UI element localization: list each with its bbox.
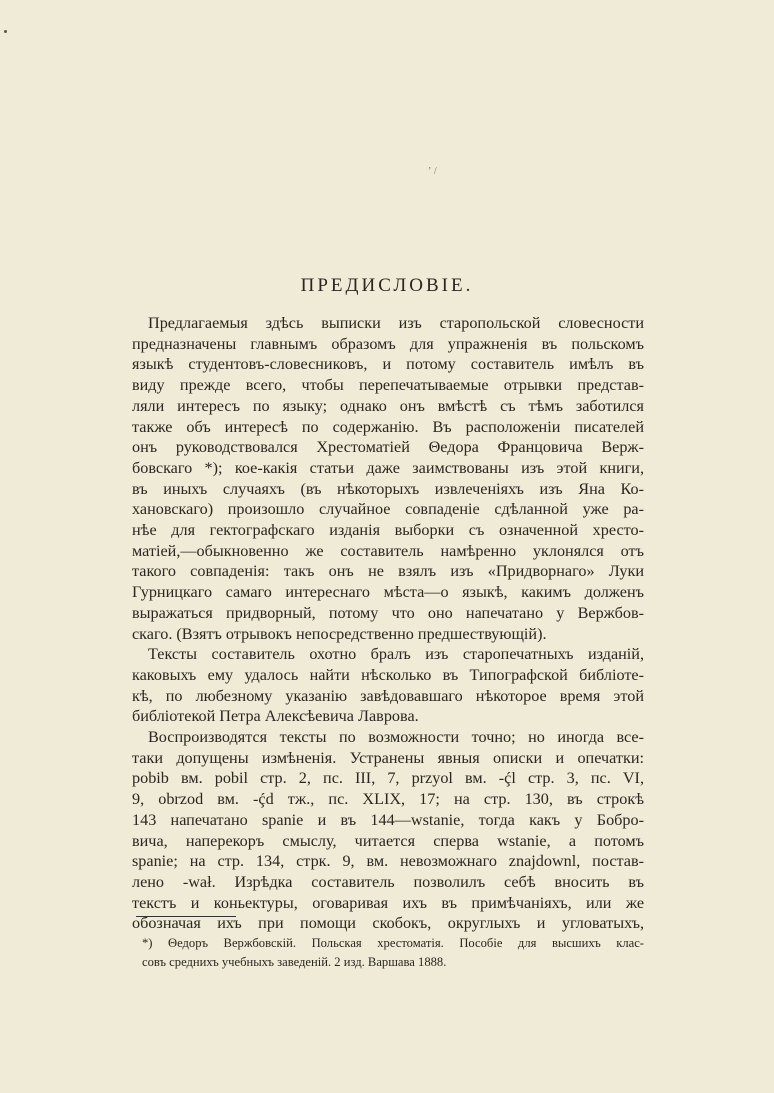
text-line: каковыхъ ему удалось найти нѣсколько въ Типографской библіоте- xyxy=(132,665,644,684)
text-line: таки допущены измѣненія. Устранены явныя описки и опечатки: xyxy=(132,748,644,767)
text-line: также объ интересѣ по содержанію. Въ расположеніи писателей xyxy=(132,417,644,436)
text-line: spanie; на стр. 134, стрк. 9, вм. невозможнаго znajdownl, постав- xyxy=(132,852,644,871)
text-line: Воспроизводятся тексты по возможности точно; но иногда все- xyxy=(148,728,644,747)
text-line: библіотекой Петра Алексѣевича Лаврова. xyxy=(132,707,419,726)
footnote xyxy=(142,934,644,972)
text-line: выражаться придворный, потому что оно напечатано у Вержбов- xyxy=(132,603,644,622)
scan-speck xyxy=(4,30,7,33)
text-line: въ иныхъ случаяхъ (въ нѣкоторыхъ извлеченіяхъ изъ Яна Ко- xyxy=(132,479,644,498)
text-line: Тексты составитель охотно бралъ изъ старопечатныхъ изданій, xyxy=(148,645,644,664)
text-line: бовскаго *); кое-какія статьи даже заимствованы изъ этой книги, xyxy=(132,458,644,477)
text-line: кѣ, по любезному указанію завѣдовавшаго нѣкоторое время этой xyxy=(132,686,644,705)
text-line: виду прежде всего, чтобы перепечатываемые отрывки представ- xyxy=(132,376,644,395)
text-line: Гурницкаго самаго интереснаго мѣста—о языкѣ, какимъ долженъ xyxy=(132,583,644,602)
text-line: pobib вм. pobil стр. 2, пс. III, 7, przyol вм. -ḉl стр. 3, пс. VI, xyxy=(132,769,644,788)
text-line: предназначены главнымъ образомъ для упражненія въ польскомъ xyxy=(132,334,644,353)
text-line: *) Θедоръ Вержбовскій. Польская хрестоматія. Пособіе для высшихъ клас- xyxy=(142,936,644,950)
page-mark: ʼ / xyxy=(428,166,437,177)
text-line: ляли интересъ по языку; однако онъ вмѣстѣ съ тѣмъ заботился xyxy=(132,396,644,415)
text-line: 143 напечатано spanie и въ 144—wstanie, тогда какъ у Бобро- xyxy=(132,810,644,829)
text-line: матіей,—обыкновенно же составитель намѣренно уклонялся отъ xyxy=(132,541,644,560)
page-title: ПРЕДИСЛОВІЕ. xyxy=(300,275,474,296)
text-line: хановскаго) произошло случайное совпаденіе сдѣланной уже ра- xyxy=(132,500,644,519)
text-line: вича, наперекоръ смыслу, читается сперва wstanie, а потомъ xyxy=(132,831,644,850)
footnote-divider xyxy=(136,916,236,917)
text-line: Предлагаемыя здѣсь выписки изъ старопольской словесности xyxy=(148,314,644,332)
text-line: онъ руководствовался Хрестоматіей Θедора Францовича Верж- xyxy=(132,438,644,457)
body-text xyxy=(132,313,644,934)
text-line: 9, obrzod вм. -ḉd тж., пс. XLIX, 17; на стр. 130, въ строкѣ xyxy=(132,790,644,809)
text-line: текстъ и коньектуры, оговаривая ихъ въ примѣчаніяхъ, или же xyxy=(132,893,644,912)
text-line: обозначая ихъ при помощи скобокъ, округлыхъ и угловатыхъ, xyxy=(132,914,644,933)
text-line: скаго. (Взятъ отрывокъ непосредственно предшествующій). xyxy=(132,624,547,643)
text-line: нѣе для гектографскаго изданія выборки съ означенной хресто- xyxy=(132,521,644,540)
text-line: лено -wał. Изрѣдка составитель позволилъ себѣ вносить въ xyxy=(132,872,644,891)
text-line: языкѣ студентовъ-словесниковъ, и потому составитель имѣлъ въ xyxy=(132,355,644,374)
text-line: такого совпаденія: такъ онъ не взялъ изъ «Придворнаго» Луки xyxy=(132,562,644,581)
text-line: совъ среднихъ учебныхъ заведеній. 2 изд. Варшава 1888. xyxy=(142,955,447,969)
